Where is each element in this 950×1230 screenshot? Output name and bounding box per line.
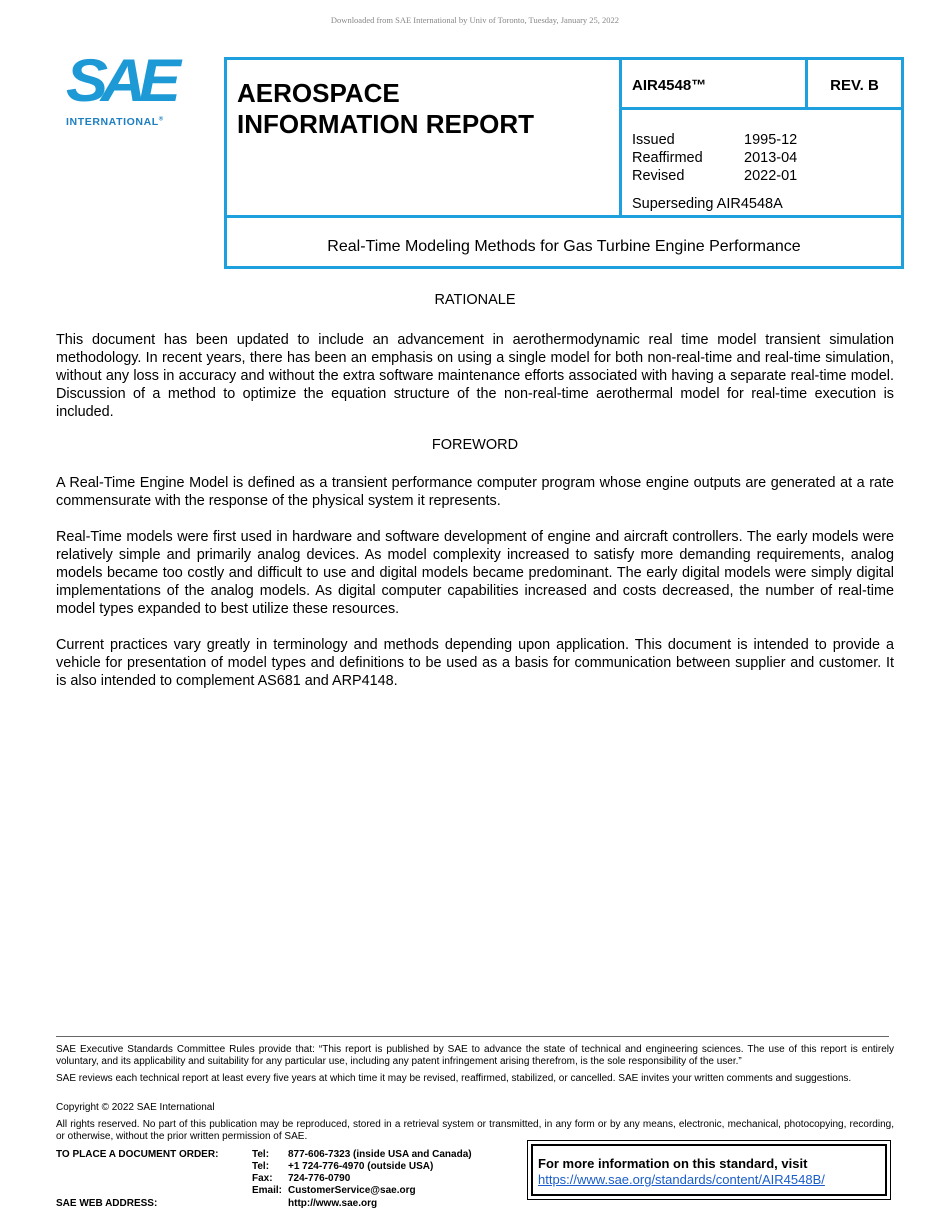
date-row-issued: Issued 1995-12 (632, 132, 798, 148)
dates-cell (622, 110, 901, 218)
download-note: Downloaded from SAE International by Univ of Toronto, Tuesday, January 25, 2022 (330, 15, 620, 25)
document-subtitle: Real-Time Modeling Methods for Gas Turbine Engine Performance (327, 238, 801, 255)
copyright: Copyright © 2022 SAE International (56, 1102, 215, 1113)
order-label: TO PLACE A DOCUMENT ORDER: (56, 1149, 219, 1160)
web-address[interactable]: http://www.sae.org (288, 1198, 378, 1209)
more-info-inner (531, 1144, 887, 1196)
rationale-heading: RATIONALE (434, 292, 516, 308)
superseding-note: Superseding AIR4548A (632, 196, 783, 212)
report-type-cell (227, 60, 622, 218)
review-note: SAE reviews each technical report at least every five years at which time it may be revised, reaffirmed, stabilized, or cancelled. SAE invites your written comments and suggestions. (56, 1073, 852, 1084)
report-type-title: AEROSPACE INFORMATION REPORT (237, 78, 535, 139)
web-label: SAE WEB ADDRESS: (56, 1198, 158, 1209)
sae-logo (66, 47, 191, 134)
revision-label: REV. B (808, 60, 901, 110)
rationale-text: This document has been updated to include an advancement in aerothermodynamic real time model transient simulation methodology. In recent years, there has been an emphasis on using a single model for both non-real-time and real-time simulation, without any loss in accuracy and without the extra software maintenance efforts associated with having a separate real-time model. Discussion of a method to optimize the equation structure of the non-real-time aerothermal model for real-time execution is included. (56, 332, 894, 420)
foreword-heading: FOREWORD (431, 437, 519, 453)
foreword-paragraph-2: Real-Time models were first used in hardware and software development of engine and aircraft controllers. The early models were relatively simple and primarily analog devices. As model complexity increased to satisfy more demanding requirements, analog models became too costly and difficult to use and digital models became predominant. The early digital models were simply digital implementations of the analog models. As digital computer capabilities increased and costs decreased, the number of real-time model types expanded to best utilize these resources. (56, 529, 894, 617)
standard-link[interactable]: https://www.sae.org/standards/content/AIR4548B/ (538, 1172, 825, 1187)
more-info-box (527, 1140, 891, 1200)
rights-note: All rights reserved. No part of this publication may be reproduced, stored in a retrieval system or transmitted, in any form or by any means, electronic, mechanical, photocopying, recording, or otherwise, without the prior written permission of SAE. (56, 1119, 894, 1142)
foreword-paragraph-1: A Real-Time Engine Model is defined as a transient performance computer program whose engine outputs are generated at a rate commensurate with the response of the physical system it represents. (56, 475, 894, 509)
more-info-heading: For more information on this standard, visit (538, 1156, 808, 1171)
doc-number: AIR4548™ (622, 60, 808, 110)
footer-divider (56, 1036, 889, 1037)
logo-text: INTERNATIONAL® (66, 116, 164, 128)
date-row-reaffirmed: Reaffirmed 2013-04 (632, 150, 798, 166)
rules-note: SAE Executive Standards Committee Rules provide that: “This report is published by SAE to advance the state of technical and engineering sciences. The use of this report is entirely voluntary, and its applicability and suitability for any particular use, including any patent infringement arising therefrom, is the sole responsibility of the user.” (56, 1044, 894, 1067)
date-row-revised: Revised 2022-01 (632, 168, 798, 184)
foreword-paragraph-3: Current practices vary greatly in terminology and methods depending upon application. This document is intended to provide a vehicle for presentation of model types and definitions to be used as a basis for communication between supplier and customer. It is also intended to complement AS681 and ARP4148. (56, 637, 894, 689)
logo-mark: SAE (66, 47, 174, 114)
header-box (224, 57, 904, 269)
